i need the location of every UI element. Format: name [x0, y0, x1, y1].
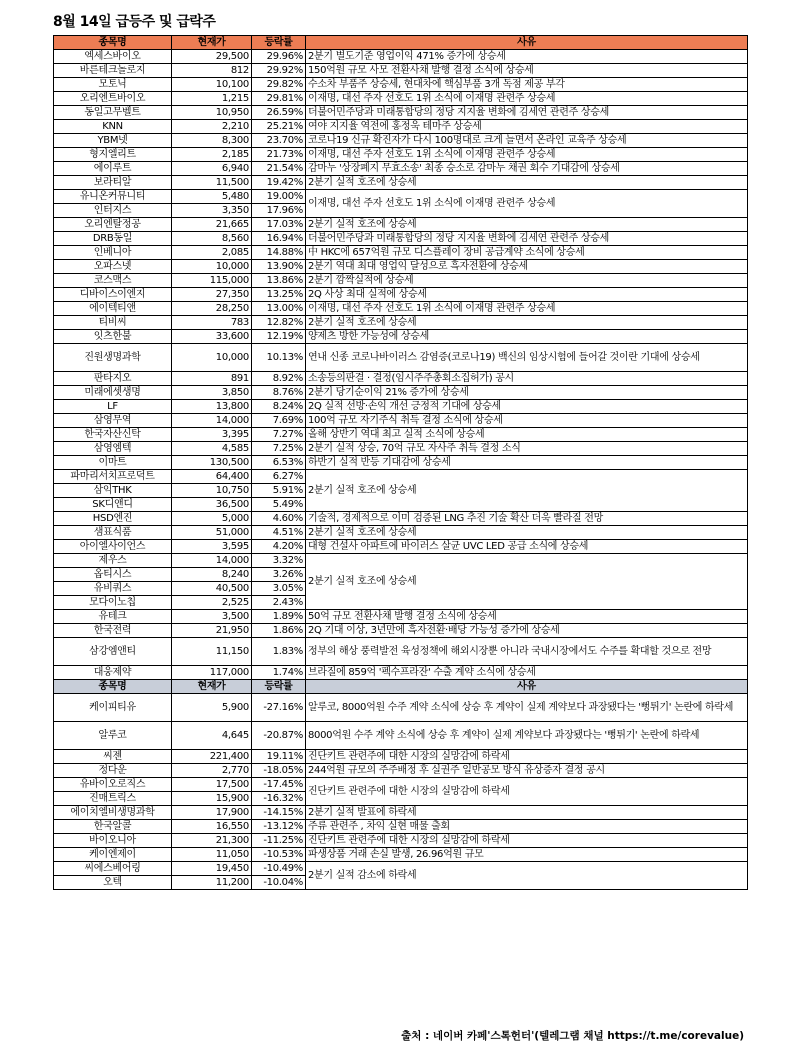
table-row — [54, 778, 748, 792]
stock-reason: 244억원 규모의 주주배정 후 실권주 일반공모 방식 유상증자 결정 공시 — [306, 764, 748, 778]
stock-rate: 25.21% — [252, 120, 306, 134]
stock-rate: -18.05% — [252, 764, 306, 778]
stock-price: 17,900 — [172, 806, 252, 820]
stock-rate: 12.19% — [252, 330, 306, 344]
stock-rate: 21.54% — [252, 162, 306, 176]
stock-name: 삼익THK — [54, 484, 172, 498]
header-row-rising — [54, 36, 748, 50]
stock-reason: 진단키트 관련주에 대한 시장의 실망감에 하락세 — [306, 750, 748, 764]
stock-name: 형지엘리트 — [54, 148, 172, 162]
stock-name: 삼영엠텍 — [54, 442, 172, 456]
stock-price: 29,500 — [172, 50, 252, 64]
stock-name: 유테크 — [54, 610, 172, 624]
stock-name: 한국알콜 — [54, 820, 172, 834]
stock-name: 엑세스바이오 — [54, 50, 172, 64]
stock-price: 891 — [172, 372, 252, 386]
stock-reason: 주류 관련주 , 차익 실현 매물 출회 — [306, 820, 748, 834]
stock-price: 40,500 — [172, 582, 252, 596]
col-header-reason: 사유 — [306, 680, 748, 694]
stock-price: 28,250 — [172, 302, 252, 316]
stock-rate: -17.45% — [252, 778, 306, 792]
stock-name: 파마리서치프로덕트 — [54, 470, 172, 484]
stock-price: 2,085 — [172, 246, 252, 260]
table-row — [54, 694, 748, 722]
stock-name: 잇츠한불 — [54, 330, 172, 344]
stock-reason: 진단키트 관련주에 대한 시장의 실망감에 하락세 — [306, 778, 748, 806]
stock-reason: 2분기 실적 상승, 70억 규모 자사주 취득 결정 소식 — [306, 442, 748, 456]
col-header-price: 현재가 — [172, 36, 252, 50]
stock-name: 미래에셋생명 — [54, 386, 172, 400]
table-row — [54, 148, 748, 162]
stock-reason: 2Q 실적 선방·손익 개선 긍정적 기대에 상승세 — [306, 400, 748, 414]
stock-reason: 진단키트 관련주에 대한 시장의 실망감에 하락세 — [306, 834, 748, 848]
stock-price: 16,550 — [172, 820, 252, 834]
table-row — [54, 848, 748, 862]
stock-name: DRB동일 — [54, 232, 172, 246]
stock-rate: 7.27% — [252, 428, 306, 442]
stock-rate: -14.15% — [252, 806, 306, 820]
stock-rate: 16.94% — [252, 232, 306, 246]
stock-price: 33,600 — [172, 330, 252, 344]
source-credit: 출처 : 네이버 카페'스톡헌터'(텔레그램 채널 https://t.me/corevalue) — [401, 1030, 744, 1042]
table-row — [54, 218, 748, 232]
table-row — [54, 288, 748, 302]
stock-rate: 23.70% — [252, 134, 306, 148]
stock-rate: 1.83% — [252, 638, 306, 666]
stock-reason: 2분기 실적 호조에 상승세 — [306, 554, 748, 610]
stock-price: 21,950 — [172, 624, 252, 638]
stock-reason: 올해 상반기 역대 최고 실적 소식에 상승세 — [306, 428, 748, 442]
header-row-falling — [54, 680, 748, 694]
stock-reason: 2분기 실적 감소에 하락세 — [306, 862, 748, 890]
stock-rate: 2.43% — [252, 596, 306, 610]
stock-name: 보라티알 — [54, 176, 172, 190]
stock-rate: 7.25% — [252, 442, 306, 456]
stock-price: 2,770 — [172, 764, 252, 778]
stock-price: 6,940 — [172, 162, 252, 176]
stock-price: 21,300 — [172, 834, 252, 848]
table-row — [54, 302, 748, 316]
stock-rate: 7.69% — [252, 414, 306, 428]
stock-reason: 2분기 실적 호조에 상승세 — [306, 218, 748, 232]
stock-price: 5,000 — [172, 512, 252, 526]
table-row — [54, 414, 748, 428]
stock-name: HSD엔진 — [54, 512, 172, 526]
stock-rate: 29.96% — [252, 50, 306, 64]
stock-rate: 3.26% — [252, 568, 306, 582]
table-row — [54, 316, 748, 330]
stock-name: 삼영무역 — [54, 414, 172, 428]
stock-price: 5,900 — [172, 694, 252, 722]
stock-table — [53, 35, 748, 890]
stock-name: 디바이스이엔지 — [54, 288, 172, 302]
table-row — [54, 764, 748, 778]
stock-price: 10,000 — [172, 344, 252, 372]
stock-reason: 中 HKC에 657억원 규모 디스플레이 장비 공급계약 소식에 상승세 — [306, 246, 748, 260]
stock-rate: -13.12% — [252, 820, 306, 834]
stock-reason: 하반기 실적 반등 기대감에 상승세 — [306, 456, 748, 470]
table-row — [54, 330, 748, 344]
stock-rate: -16.32% — [252, 792, 306, 806]
stock-price: 36,500 — [172, 498, 252, 512]
stock-price: 1,215 — [172, 92, 252, 106]
stock-name: 씨젠 — [54, 750, 172, 764]
stock-name: 바이오니아 — [54, 834, 172, 848]
stock-price: 2,525 — [172, 596, 252, 610]
table-row — [54, 260, 748, 274]
stock-price: 2,185 — [172, 148, 252, 162]
stock-name: 인터지스 — [54, 204, 172, 218]
stock-reason: 코로나19 신규 확진자가 다시 100명대로 크게 늘면서 온라인 교육주 상승세 — [306, 134, 748, 148]
stock-name: 유니온커뮤니티 — [54, 190, 172, 204]
stock-price: 8,240 — [172, 568, 252, 582]
col-header-name: 종목명 — [54, 680, 172, 694]
stock-rate: 5.49% — [252, 498, 306, 512]
stock-rate: 3.05% — [252, 582, 306, 596]
stock-price: 4,585 — [172, 442, 252, 456]
stock-name: 오텍 — [54, 876, 172, 890]
table-row — [54, 246, 748, 260]
stock-rate: 29.82% — [252, 78, 306, 92]
table-row — [54, 456, 748, 470]
stock-reason: 2분기 당기순이익 21% 증가에 상승세 — [306, 386, 748, 400]
stock-reason: 정부의 해상 풍력발전 육성정책에 해외시장뿐 아니라 국내시장에서도 수주를 확대할 것으로 전망 — [306, 638, 748, 666]
stock-price: 783 — [172, 316, 252, 330]
stock-price: 11,500 — [172, 176, 252, 190]
stock-name: 유비쿼스 — [54, 582, 172, 596]
stock-name: SK디앤디 — [54, 498, 172, 512]
stock-name: 케이피티유 — [54, 694, 172, 722]
stock-name: 이마트 — [54, 456, 172, 470]
stock-name: 동일고무벨트 — [54, 106, 172, 120]
stock-price: 10,000 — [172, 260, 252, 274]
stock-name: 한국전력 — [54, 624, 172, 638]
table-row — [54, 400, 748, 414]
stock-rate: 19.11% — [252, 750, 306, 764]
stock-name: 씨에스베어링 — [54, 862, 172, 876]
table-row — [54, 274, 748, 288]
stock-reason: 연내 신종 코로나바이러스 감염증(코로나19) 백신의 임상시험에 들어갈 것이란 기대에 상승세 — [306, 344, 748, 372]
stock-reason: 여야 지지율 역전에 홍정욱 테마주 상승세 — [306, 120, 748, 134]
stock-reason: 소송등의판결 · 결정(임시주주총회소집허가) 공시 — [306, 372, 748, 386]
stock-reason: 8000억원 수주 계약 소식에 상승 후 계약이 실제 계약보다 과장됐다는 '뻥튀기' 논란에 하락세 — [306, 722, 748, 750]
stock-price: 10,950 — [172, 106, 252, 120]
table-row — [54, 162, 748, 176]
stock-name: YBM넷 — [54, 134, 172, 148]
stock-rate: 19.42% — [252, 176, 306, 190]
table-row — [54, 78, 748, 92]
stock-reason: 기술적, 경제적으로 이미 검증된 LNG 추진 기술 확산 더욱 빨라질 전망 — [306, 512, 748, 526]
table-row — [54, 190, 748, 204]
stock-name: 진매트릭스 — [54, 792, 172, 806]
stock-reason: 2분기 실적 발표에 하락세 — [306, 806, 748, 820]
stock-price: 3,395 — [172, 428, 252, 442]
stock-reason: 2분기 실적 호조에 상승세 — [306, 176, 748, 190]
stock-price: 15,900 — [172, 792, 252, 806]
stock-name: 옵티시스 — [54, 568, 172, 582]
stock-reason: 수소차 부품주 상승세, 현대차에 핵심부품 3개 독점 제공 부각 — [306, 78, 748, 92]
stock-rate: 6.27% — [252, 470, 306, 484]
table-row — [54, 666, 748, 680]
stock-price: 14,000 — [172, 554, 252, 568]
stock-name: 판타지오 — [54, 372, 172, 386]
table-row — [54, 176, 748, 190]
stock-name: 한국자산신탁 — [54, 428, 172, 442]
stock-price: 27,350 — [172, 288, 252, 302]
stock-name: 바른테크놀로지 — [54, 64, 172, 78]
stock-rate: 13.86% — [252, 274, 306, 288]
stock-rate: -20.87% — [252, 722, 306, 750]
stock-reason: 알루코, 8000억원 수주 계약 소식에 상승 후 계약이 실제 계약보다 과장됐다는 '뻥튀기' 논란에 하락세 — [306, 694, 748, 722]
table-row — [54, 92, 748, 106]
stock-reason: 150억원 규모 사모 전환사채 발행 결정 소식에 상승세 — [306, 64, 748, 78]
stock-rate: 3.32% — [252, 554, 306, 568]
col-header-price: 현재가 — [172, 680, 252, 694]
stock-name: 에이루트 — [54, 162, 172, 176]
stock-reason: 이재명, 대선 주자 선호도 1위 소식에 이재명 관련주 상승세 — [306, 92, 748, 106]
stock-price: 4,645 — [172, 722, 252, 750]
table-row — [54, 820, 748, 834]
stock-name: LF — [54, 400, 172, 414]
stock-rate: 21.73% — [252, 148, 306, 162]
stock-reason: 2Q 기대 이상, 3년만에 흑자전환·배당 가능성 증가에 상승세 — [306, 624, 748, 638]
stock-name: 모토닉 — [54, 78, 172, 92]
table-row — [54, 610, 748, 624]
stock-name: 오파스넷 — [54, 260, 172, 274]
stock-reason: 파생상품 거래 손실 발생, 26.96억원 규모 — [306, 848, 748, 862]
table-row — [54, 526, 748, 540]
stock-rate: 13.25% — [252, 288, 306, 302]
table-row — [54, 638, 748, 666]
table-row — [54, 722, 748, 750]
stock-price: 13,800 — [172, 400, 252, 414]
stock-name: 제우스 — [54, 554, 172, 568]
stock-rate: 17.96% — [252, 204, 306, 218]
stock-name: 오리엔탈정공 — [54, 218, 172, 232]
table-row — [54, 428, 748, 442]
stock-rate: 13.90% — [252, 260, 306, 274]
stock-reason: 감마누 '상장폐지 무효소송' 최종 승소로 감마누 채권 회수 기대감에 상승세 — [306, 162, 748, 176]
stock-price: 10,750 — [172, 484, 252, 498]
table-row — [54, 862, 748, 876]
stock-reason: 2분기 실적 호조에 상승세 — [306, 470, 748, 512]
stock-name: 대웅제약 — [54, 666, 172, 680]
table-row — [54, 344, 748, 372]
stock-rate: 12.82% — [252, 316, 306, 330]
stock-rate: 13.00% — [252, 302, 306, 316]
stock-price: 117,000 — [172, 666, 252, 680]
stock-name: 삼강엠앤티 — [54, 638, 172, 666]
stock-reason: 대형 건설사 아파트에 바이러스 살균 UVC LED 공급 소식에 상승세 — [306, 540, 748, 554]
stock-rate: 19.00% — [252, 190, 306, 204]
stock-reason: 브라질에 859억 '펙수프라잔' 수출 계약 소식에 상승세 — [306, 666, 748, 680]
stock-price: 115,000 — [172, 274, 252, 288]
stock-reason: 2분기 실적 호조에 상승세 — [306, 526, 748, 540]
stock-rate: 1.89% — [252, 610, 306, 624]
stock-price: 3,595 — [172, 540, 252, 554]
stock-name: 오리엔트바이오 — [54, 92, 172, 106]
col-header-rate: 등락률 — [252, 36, 306, 50]
stock-rate: 10.13% — [252, 344, 306, 372]
stock-rate: -10.04% — [252, 876, 306, 890]
stock-rate: 4.51% — [252, 526, 306, 540]
stock-name: 알루코 — [54, 722, 172, 750]
stock-name: 유바이오로직스 — [54, 778, 172, 792]
stock-rate: 14.88% — [252, 246, 306, 260]
table-row — [54, 512, 748, 526]
table-row — [54, 442, 748, 456]
stock-rate: 26.59% — [252, 106, 306, 120]
stock-reason: 이재명, 대선 주자 선호도 1위 소식에 이재명 관련주 상승세 — [306, 148, 748, 162]
stock-rate: -11.25% — [252, 834, 306, 848]
stock-name: 인베니아 — [54, 246, 172, 260]
table-row — [54, 64, 748, 78]
stock-reason: 더불어민주당과 미래통합당의 정당 지지율 변화에 김세연 관련주 상승세 — [306, 106, 748, 120]
stock-price: 221,400 — [172, 750, 252, 764]
stock-reason: 100억 규모 자기주식 취득 결정 소식에 상승세 — [306, 414, 748, 428]
stock-price: 3,500 — [172, 610, 252, 624]
col-header-reason: 사유 — [306, 36, 748, 50]
stock-rate: 29.92% — [252, 64, 306, 78]
stock-rate: -27.16% — [252, 694, 306, 722]
col-header-rate: 등락률 — [252, 680, 306, 694]
stock-rate: 8.92% — [252, 372, 306, 386]
table-row — [54, 554, 748, 568]
stock-rate: 4.60% — [252, 512, 306, 526]
table-row — [54, 750, 748, 764]
table-row — [54, 470, 748, 484]
stock-rate: 29.81% — [252, 92, 306, 106]
stock-name: KNN — [54, 120, 172, 134]
stock-name: 코스맥스 — [54, 274, 172, 288]
table-row — [54, 540, 748, 554]
stock-reason: 더불어민주당과 미래통합당의 정당 지지율 변화에 김세연 관련주 상승세 — [306, 232, 748, 246]
stock-name: 샘표식품 — [54, 526, 172, 540]
page-title: 8월 14일 급등주 및 급락주 — [53, 14, 216, 30]
stock-price: 5,480 — [172, 190, 252, 204]
stock-price: 2,210 — [172, 120, 252, 134]
stock-rate: -10.53% — [252, 848, 306, 862]
stock-rate: 6.53% — [252, 456, 306, 470]
stock-reason: 2분기 별도기준 영업이익 471% 증가에 상승세 — [306, 50, 748, 64]
stock-reason: 2분기 역대 최대 영업익 달성으로 흑자전환에 상승세 — [306, 260, 748, 274]
stock-reason: 2분기 깜짝실적에 상승세 — [306, 274, 748, 288]
table-row — [54, 372, 748, 386]
stock-name: 에이텍티앤 — [54, 302, 172, 316]
stock-reason: 이재명, 대선 주자 선호도 1위 소식에 이재명 관련주 상승세 — [306, 190, 748, 218]
stock-price: 11,200 — [172, 876, 252, 890]
stock-price: 21,665 — [172, 218, 252, 232]
stock-price: 64,400 — [172, 470, 252, 484]
stock-rate: 1.86% — [252, 624, 306, 638]
stock-name: 티비씨 — [54, 316, 172, 330]
stock-reason: 2Q 사상 최대 실적에 상승세 — [306, 288, 748, 302]
stock-rate: 17.03% — [252, 218, 306, 232]
table-row — [54, 134, 748, 148]
table-row — [54, 120, 748, 134]
stock-name: 진원생명과학 — [54, 344, 172, 372]
stock-name: 정다운 — [54, 764, 172, 778]
stock-price: 11,050 — [172, 848, 252, 862]
stock-rate: 5.91% — [252, 484, 306, 498]
table-row — [54, 106, 748, 120]
stock-rate: 4.20% — [252, 540, 306, 554]
stock-name: 에이치엘비생명과학 — [54, 806, 172, 820]
stock-price: 14,000 — [172, 414, 252, 428]
stock-price: 11,150 — [172, 638, 252, 666]
table-row — [54, 386, 748, 400]
table-row — [54, 806, 748, 820]
stock-rate: -10.49% — [252, 862, 306, 876]
stock-price: 10,100 — [172, 78, 252, 92]
stock-price: 51,000 — [172, 526, 252, 540]
stock-reason: 2분기 실적 호조에 상승세 — [306, 316, 748, 330]
stock-name: 아이엘사이언스 — [54, 540, 172, 554]
stock-reason: 양제츠 방한 가능성에 상승세 — [306, 330, 748, 344]
stock-price: 812 — [172, 64, 252, 78]
table-row — [54, 50, 748, 64]
stock-price: 3,850 — [172, 386, 252, 400]
stock-rate: 8.24% — [252, 400, 306, 414]
table-row — [54, 624, 748, 638]
stock-price: 19,450 — [172, 862, 252, 876]
stock-rate: 1.74% — [252, 666, 306, 680]
stock-price: 8,560 — [172, 232, 252, 246]
stock-rate: 8.76% — [252, 386, 306, 400]
stock-reason: 50억 규모 전환사채 발행 결정 소식에 상승세 — [306, 610, 748, 624]
stock-reason: 이재명, 대선 주자 선호도 1위 소식에 이재명 관련주 상승세 — [306, 302, 748, 316]
col-header-name: 종목명 — [54, 36, 172, 50]
table-row — [54, 834, 748, 848]
stock-price: 17,500 — [172, 778, 252, 792]
table-row — [54, 232, 748, 246]
stock-name: 모다이노칩 — [54, 596, 172, 610]
stock-name: 케이엔제이 — [54, 848, 172, 862]
stock-price: 130,500 — [172, 456, 252, 470]
stock-price: 8,300 — [172, 134, 252, 148]
stock-price: 3,350 — [172, 204, 252, 218]
